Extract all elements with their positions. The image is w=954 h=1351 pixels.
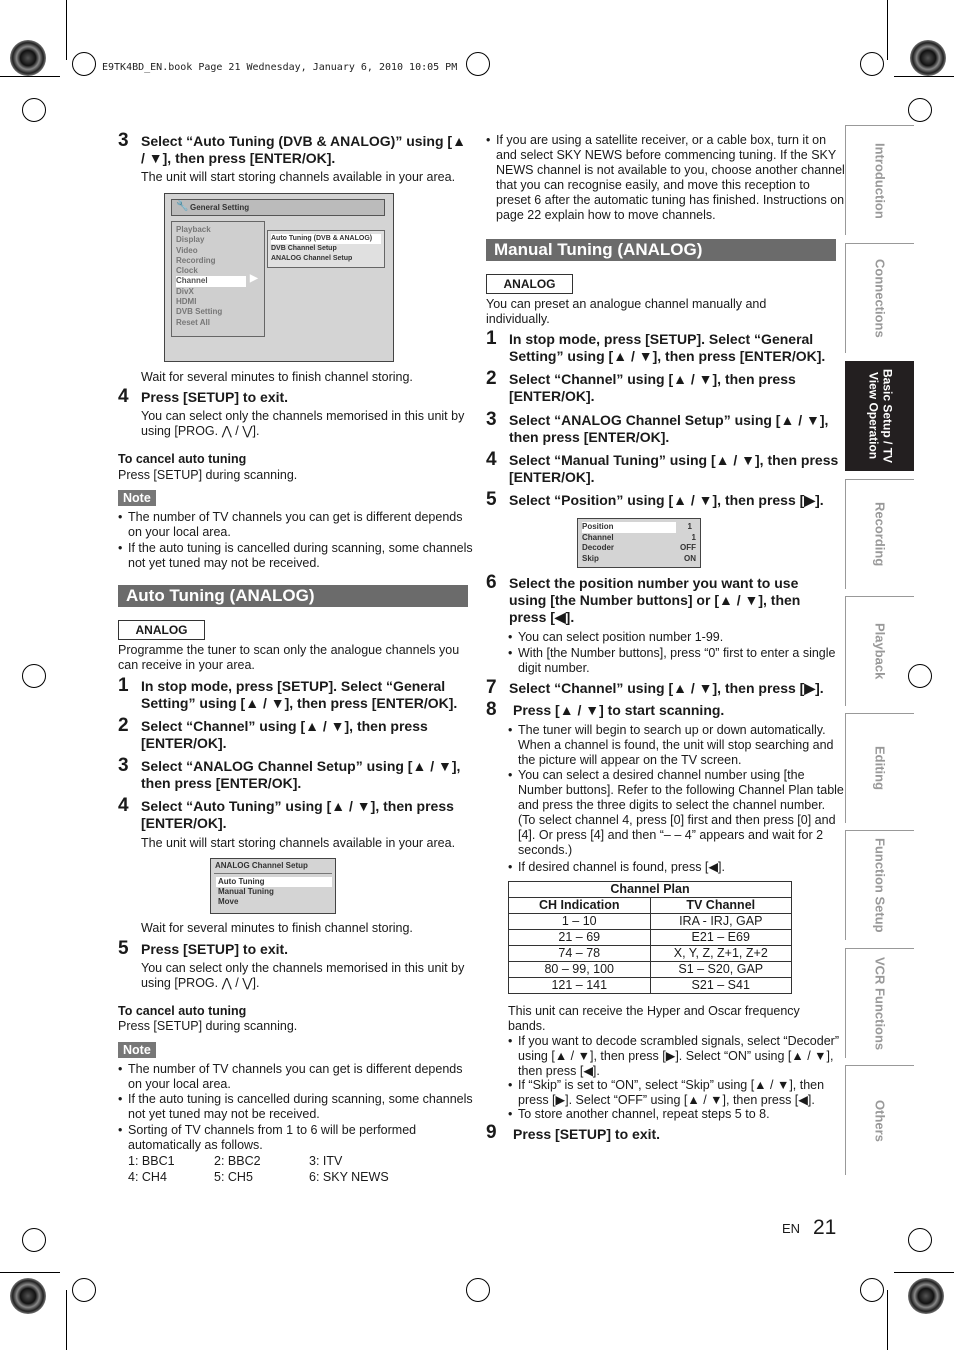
registration-mark: [910, 40, 946, 76]
screen-title: General Setting: [190, 203, 250, 212]
step-text: Select “Channel” using [▲ / ▼], then press [▶].: [509, 680, 824, 696]
submenu-item: ANALOG Channel Setup: [271, 255, 353, 262]
crosshair-mark: [22, 664, 46, 688]
sidebar-tab-editing[interactable]: Editing: [845, 713, 914, 823]
channel-plan-table: [508, 881, 792, 994]
step-number: 3: [118, 130, 129, 151]
step-body: The unit will start storing channels available in your area.: [141, 170, 456, 184]
step-number: 1: [486, 328, 497, 349]
step-text: Select “ANALOG Channel Setup” using [▲ / ▼], then press [ENTER/OK].: [509, 412, 829, 445]
sort-item: 5: CH5: [214, 1170, 253, 1184]
table-row: 74 – 78 X, Y, Z, Z+1, Z+2: [509, 946, 792, 962]
sidebar-tab-function-setup[interactable]: Function Setup: [845, 830, 914, 940]
body-text: Press [SETUP] during scanning.: [118, 1019, 298, 1033]
bullet-text: • To store another channel, repeat steps 5 to 8.: [508, 1107, 844, 1122]
step-number: 4: [486, 449, 497, 470]
note-bullet: • The number of TV channels you can get is different depends on your local area.: [118, 510, 473, 540]
step-number: 7: [486, 677, 497, 698]
print-header: E9TK4BD_EN.book Page 21 Wednesday, January 6, 2010 10:05 PM: [102, 62, 458, 73]
step-number: 4: [118, 386, 129, 407]
step-number: 3: [486, 409, 497, 430]
menu-item: HDMI: [176, 297, 197, 307]
step-number: 4: [118, 795, 129, 816]
menu-item: Reset All: [176, 317, 210, 327]
step-text: Press [▲ / ▼] to start scanning.: [513, 702, 725, 718]
body-text: Press [SETUP] during scanning.: [118, 468, 298, 482]
menu-item: Recording: [176, 255, 216, 265]
table-row: 121 – 141 S21 – S41: [509, 978, 792, 994]
crosshair-mark: [860, 1278, 884, 1302]
registration-mark: [10, 1278, 46, 1314]
table-row: 1 – 10 IRA - IRJ, GAP: [509, 914, 792, 930]
crop-line: [887, 0, 888, 60]
crosshair-mark: [860, 52, 884, 76]
crop-line: [894, 76, 954, 77]
submenu-item: DVB Channel Setup: [271, 245, 337, 252]
step-number: 8: [486, 699, 497, 720]
crosshair-mark: [908, 1228, 932, 1252]
menu-item: Display: [176, 235, 205, 245]
section-heading: Manual Tuning (ANALOG): [486, 239, 836, 261]
section-intro: Programme the tuner to scan only the analogue channels you can receive in your area.: [118, 643, 460, 672]
page-number: 21: [813, 1216, 837, 1239]
step-text: Select “Channel” using [▲ / ▼], then press [ENTER/OK].: [141, 718, 428, 751]
bullet-text: • You can select position number 1-99.: [508, 630, 838, 645]
step-number: 9: [486, 1122, 497, 1143]
setting-value: 1: [687, 522, 692, 531]
menu-item: DVB Setting: [176, 307, 223, 317]
step-body: The unit will start storing channels available in your area.: [141, 836, 456, 850]
arrow-right-icon: ▶: [250, 273, 258, 284]
step-text: Select “Position” using [▲ / ▼], then press [▶].: [509, 492, 824, 508]
step-text: Select “Auto Tuning (DVB & ANALOG)” using [▲ / ▼], then press [ENTER/OK].: [141, 133, 466, 166]
bullet-text: • You can select a desired channel number using [the Number buttons]. Refer to the following Channel Plan table and press the three digits to select the channel number. (To select channel 4, press [0] first and then press [0] and [4]. Or press [4] and then “– – 4” appears and wait for 2 seconds.): [508, 768, 844, 858]
screen-submenu: [267, 230, 385, 268]
step-text: Press [SETUP] to exit.: [141, 941, 289, 957]
bullet-text: • If you want to decode scrambled signals, select “Decoder” using [▲ / ▼], then press [▶]. Select “ON” using [▲ / ▼], then press [◀].: [508, 1034, 844, 1079]
bullet-text: • If desired channel is found, press [◀].: [508, 860, 844, 875]
step-number: 2: [118, 715, 129, 736]
step-number: 5: [486, 489, 497, 510]
bullet-text: • If you are using a satellite receiver, or a cable box, turn it on and select SKY NEWS before commencing tuning. If the SKY NEWS channel is not available to you, choose another channel that you can recognise easily, and move this reception to preset 6 after the automatic tuning has finished. Instructions on page 22 explain how to move channels.: [486, 133, 846, 223]
step-number: 1: [118, 675, 129, 696]
bullet-text: • With [the Number buttons], press “0” first to enter a single digit number.: [508, 646, 838, 676]
crop-line: [887, 1290, 888, 1350]
menu-item: Playback: [176, 225, 211, 234]
setting-row: Skip ON: [582, 553, 696, 563]
table-row: 21 – 69 E21 – E69: [509, 930, 792, 946]
table-header: CH Indication: [509, 898, 651, 914]
setting-row-selected: Position: [582, 522, 676, 533]
crop-line: [0, 1272, 60, 1273]
registration-mark: [10, 40, 46, 76]
sort-item: 1: BBC1: [128, 1154, 175, 1168]
crosshair-mark: [22, 98, 46, 122]
crop-line: [894, 1272, 954, 1273]
step-number: 2: [486, 368, 497, 389]
sidebar-tab-introduction[interactable]: Introduction: [845, 125, 914, 235]
step-number: 5: [118, 938, 129, 959]
sidebar-tab-playback[interactable]: Playback: [845, 596, 914, 706]
wait-text: Wait for several minutes to finish channel storing.: [141, 921, 413, 935]
sort-item: 2: BBC2: [214, 1154, 261, 1168]
table-header: TV Channel: [650, 898, 792, 914]
menu-item-selected: Auto Tuning: [216, 877, 332, 887]
registration-mark: [908, 1278, 944, 1314]
step-text: Select “Channel” using [▲ / ▼], then press [ENTER/OK].: [509, 371, 796, 404]
crosshair-mark: [466, 1278, 490, 1302]
screen-analog-channel-setup: [210, 858, 336, 914]
language-label: EN: [782, 1221, 801, 1236]
note-bullet: • If the auto tuning is cancelled during scanning, some channels not yet tuned may not be received.: [118, 541, 473, 571]
subheading: To cancel auto tuning: [118, 1004, 247, 1018]
analog-tag: ANALOG: [118, 620, 205, 640]
menu-item: DivX: [176, 286, 194, 296]
step-body: You can select only the channels memorised in this unit by using [PROG. ⋀ / ⋁].: [141, 409, 465, 438]
submenu-item-selected: Auto Tuning (DVB & ANALOG): [271, 234, 381, 244]
body-text: This unit can receive the Hyper and Oscar frequency bands.: [508, 1004, 800, 1033]
step-text: Select the position number you want to use using [the Number buttons] or [▲ / ▼], then press [◀].: [509, 575, 801, 625]
crop-line: [0, 76, 60, 77]
note-label: Note: [118, 490, 156, 506]
step-body: You can select only the channels memorised in this unit by using [PROG. ⋀ / ⋁].: [141, 961, 465, 990]
step-text: Select “Auto Tuning” using [▲ / ▼], then press [ENTER/OK].: [141, 798, 454, 831]
sidebar-tab-recording[interactable]: Recording: [845, 479, 914, 589]
step-text: Select “Manual Tuning” using [▲ / ▼], then press [ENTER/OK].: [509, 452, 839, 485]
note-bullet: • The number of TV channels you can get is different depends on your local area.: [118, 1062, 478, 1092]
table-row: 80 – 99, 100 S1 – S20, GAP: [509, 962, 792, 978]
table-title: Channel Plan: [509, 882, 792, 898]
section-intro: You can preset an analogue channel manually and individually.: [486, 297, 767, 326]
step-text: Select “ANALOG Channel Setup” using [▲ / ▼], then press [ENTER/OK].: [141, 758, 461, 791]
crosshair-mark: [908, 98, 932, 122]
menu-item: Clock: [176, 266, 198, 276]
menu-item: Video: [176, 245, 198, 255]
step-text: In stop mode, press [SETUP]. Select “General Setting” using [▲ / ▼], then press [ENTER/OK].: [509, 331, 826, 364]
subheading: To cancel auto tuning: [118, 452, 247, 466]
sort-item: 3: ITV: [309, 1154, 343, 1168]
sidebar-tab-vcr-functions[interactable]: VCR Functions: [845, 948, 914, 1058]
sort-item: 4: CH4: [128, 1170, 167, 1184]
analog-tag: ANALOG: [486, 274, 573, 294]
note-bullet: • Sorting of TV channels from 1 to 6 will be performed automatically as follows.: [118, 1123, 478, 1153]
bullet-text: • The tuner will begin to search up or down automatically. When a channel is found, the unit will stop searching and the picture will appear on the TV screen.: [508, 723, 844, 768]
setting-row: Decoder OFF: [582, 543, 696, 552]
step-text: Press [SETUP] to exit.: [141, 389, 289, 405]
setting-row: Channel 1: [582, 532, 696, 542]
bullet-text: • If “Skip” is set to “ON”, select “Skip” using [▲ / ▼], then press [▶]. Select “OFF” using [▲ / ▼], then press [◀].: [508, 1078, 844, 1108]
crosshair-mark: [466, 52, 490, 76]
crosshair-mark: [72, 52, 96, 76]
note-label: Note: [118, 1042, 156, 1058]
crop-line: [66, 1290, 67, 1350]
crop-line: [66, 0, 67, 60]
step-number: 3: [118, 755, 129, 776]
sort-item: 6: SKY NEWS: [309, 1170, 389, 1184]
step-text: Press [SETUP] to exit.: [513, 1126, 661, 1142]
screen-title: ANALOG Channel Setup: [215, 861, 308, 870]
crosshair-mark: [22, 1228, 46, 1252]
menu-item-selected: Channel: [176, 276, 246, 286]
sidebar-tab-connections[interactable]: Connections: [845, 243, 914, 353]
wrench-icon: 🔧: [176, 201, 189, 212]
sidebar-tab-basic-setup[interactable]: Basic Setup / TV View Operation: [845, 361, 914, 471]
screen-menu: [171, 221, 265, 337]
sidebar-tab-others[interactable]: Others: [845, 1065, 914, 1175]
section-heading: Auto Tuning (ANALOG): [118, 585, 468, 607]
step-text: In stop mode, press [SETUP]. Select “General Setting” using [▲ / ▼], then press [ENTER/OK].: [141, 678, 458, 711]
screen-manual-tuning: [577, 518, 701, 568]
wait-text: Wait for several minutes to finish channel storing.: [141, 370, 413, 384]
crosshair-mark: [72, 1278, 96, 1302]
note-bullet: • If the auto tuning is cancelled during scanning, some channels not yet tuned may not be received.: [118, 1092, 478, 1122]
menu-item: Move: [218, 897, 239, 906]
screen-general-setting: [164, 193, 394, 362]
step-number: 6: [486, 572, 497, 593]
menu-item: Manual Tuning: [218, 887, 274, 896]
